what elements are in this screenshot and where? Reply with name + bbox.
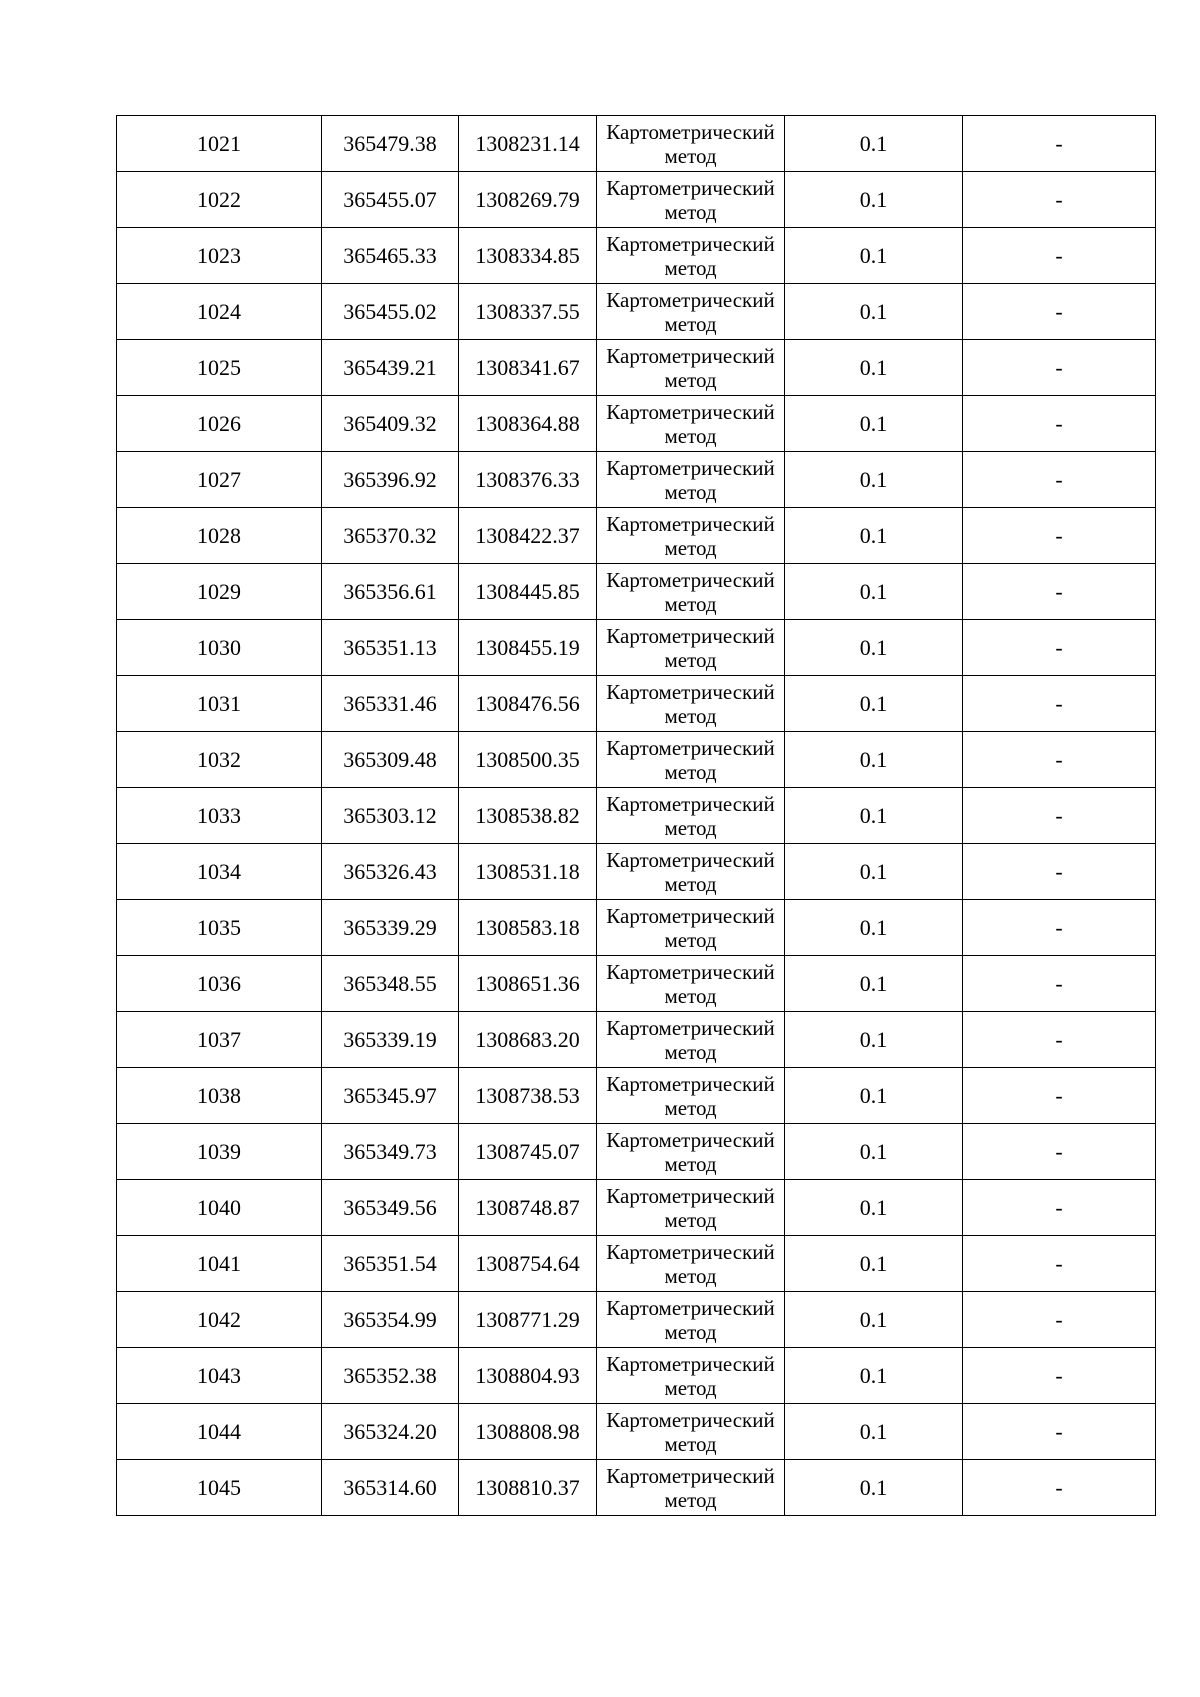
x-coordinate-cell: 365465.33 xyxy=(322,228,459,284)
y-coordinate-cell: 1308445.85 xyxy=(459,564,597,620)
method-cell: Картометрический метод xyxy=(597,956,785,1012)
method-cell: Картометрический метод xyxy=(597,1012,785,1068)
method-cell: Картометрический метод xyxy=(597,564,785,620)
description-cell: - xyxy=(963,900,1156,956)
table-row xyxy=(117,1460,1156,1516)
y-coordinate-cell: 1308808.98 xyxy=(459,1404,597,1460)
y-coordinate-cell: 1308683.20 xyxy=(459,1012,597,1068)
point-number-cell: 1025 xyxy=(117,340,322,396)
description-cell: - xyxy=(963,620,1156,676)
y-coordinate-cell: 1308422.37 xyxy=(459,508,597,564)
x-coordinate-cell: 365326.43 xyxy=(322,844,459,900)
method-cell: Картометрический метод xyxy=(597,1236,785,1292)
method-cell: Картометрический метод xyxy=(597,676,785,732)
document-page xyxy=(116,115,1156,1516)
accuracy-cell: 0.1 xyxy=(785,396,963,452)
x-coordinate-cell: 365324.20 xyxy=(322,1404,459,1460)
description-cell: - xyxy=(963,1292,1156,1348)
y-coordinate-cell: 1308538.82 xyxy=(459,788,597,844)
y-coordinate-cell: 1308583.18 xyxy=(459,900,597,956)
description-cell: - xyxy=(963,1404,1156,1460)
method-cell: Картометрический метод xyxy=(597,620,785,676)
accuracy-cell: 0.1 xyxy=(785,1124,963,1180)
y-coordinate-cell: 1308500.35 xyxy=(459,732,597,788)
accuracy-cell: 0.1 xyxy=(785,564,963,620)
description-cell: - xyxy=(963,1124,1156,1180)
table-row xyxy=(117,284,1156,340)
accuracy-cell: 0.1 xyxy=(785,956,963,1012)
point-number-cell: 1024 xyxy=(117,284,322,340)
table-row xyxy=(117,1068,1156,1124)
y-coordinate-cell: 1308231.14 xyxy=(459,116,597,172)
description-cell: - xyxy=(963,116,1156,172)
accuracy-cell: 0.1 xyxy=(785,1068,963,1124)
description-cell: - xyxy=(963,1068,1156,1124)
y-coordinate-cell: 1308738.53 xyxy=(459,1068,597,1124)
x-coordinate-cell: 365354.99 xyxy=(322,1292,459,1348)
y-coordinate-cell: 1308269.79 xyxy=(459,172,597,228)
description-cell: - xyxy=(963,1460,1156,1516)
x-coordinate-cell: 365370.32 xyxy=(322,508,459,564)
x-coordinate-cell: 365356.61 xyxy=(322,564,459,620)
accuracy-cell: 0.1 xyxy=(785,900,963,956)
description-cell: - xyxy=(963,676,1156,732)
table-row xyxy=(117,172,1156,228)
point-number-cell: 1039 xyxy=(117,1124,322,1180)
description-cell: - xyxy=(963,508,1156,564)
y-coordinate-cell: 1308364.88 xyxy=(459,396,597,452)
description-cell: - xyxy=(963,1348,1156,1404)
point-number-cell: 1044 xyxy=(117,1404,322,1460)
description-cell: - xyxy=(963,228,1156,284)
table-row xyxy=(117,956,1156,1012)
table-row xyxy=(117,732,1156,788)
table-row xyxy=(117,1292,1156,1348)
description-cell: - xyxy=(963,732,1156,788)
accuracy-cell: 0.1 xyxy=(785,788,963,844)
x-coordinate-cell: 365479.38 xyxy=(322,116,459,172)
method-cell: Картометрический метод xyxy=(597,172,785,228)
accuracy-cell: 0.1 xyxy=(785,1348,963,1404)
x-coordinate-cell: 365339.29 xyxy=(322,900,459,956)
accuracy-cell: 0.1 xyxy=(785,1292,963,1348)
description-cell: - xyxy=(963,844,1156,900)
description-cell: - xyxy=(963,452,1156,508)
point-number-cell: 1033 xyxy=(117,788,322,844)
y-coordinate-cell: 1308455.19 xyxy=(459,620,597,676)
point-number-cell: 1035 xyxy=(117,900,322,956)
table-row xyxy=(117,1124,1156,1180)
accuracy-cell: 0.1 xyxy=(785,284,963,340)
coordinates-table xyxy=(116,115,1156,1516)
x-coordinate-cell: 365455.07 xyxy=(322,172,459,228)
description-cell: - xyxy=(963,956,1156,1012)
description-cell: - xyxy=(963,396,1156,452)
x-coordinate-cell: 365303.12 xyxy=(322,788,459,844)
description-cell: - xyxy=(963,1180,1156,1236)
x-coordinate-cell: 365309.48 xyxy=(322,732,459,788)
table-row xyxy=(117,1236,1156,1292)
method-cell: Картометрический метод xyxy=(597,1404,785,1460)
accuracy-cell: 0.1 xyxy=(785,676,963,732)
point-number-cell: 1041 xyxy=(117,1236,322,1292)
method-cell: Картометрический метод xyxy=(597,284,785,340)
x-coordinate-cell: 365439.21 xyxy=(322,340,459,396)
method-cell: Картометрический метод xyxy=(597,1068,785,1124)
y-coordinate-cell: 1308337.55 xyxy=(459,284,597,340)
point-number-cell: 1022 xyxy=(117,172,322,228)
method-cell: Картометрический метод xyxy=(597,396,785,452)
table-row xyxy=(117,340,1156,396)
method-cell: Картометрический метод xyxy=(597,116,785,172)
description-cell: - xyxy=(963,1012,1156,1068)
method-cell: Картометрический метод xyxy=(597,788,785,844)
x-coordinate-cell: 365455.02 xyxy=(322,284,459,340)
table-row xyxy=(117,1012,1156,1068)
table-row xyxy=(117,228,1156,284)
x-coordinate-cell: 365345.97 xyxy=(322,1068,459,1124)
point-number-cell: 1027 xyxy=(117,452,322,508)
description-cell: - xyxy=(963,340,1156,396)
description-cell: - xyxy=(963,788,1156,844)
point-number-cell: 1042 xyxy=(117,1292,322,1348)
accuracy-cell: 0.1 xyxy=(785,452,963,508)
point-number-cell: 1023 xyxy=(117,228,322,284)
accuracy-cell: 0.1 xyxy=(785,228,963,284)
point-number-cell: 1032 xyxy=(117,732,322,788)
y-coordinate-cell: 1308748.87 xyxy=(459,1180,597,1236)
point-number-cell: 1036 xyxy=(117,956,322,1012)
point-number-cell: 1031 xyxy=(117,676,322,732)
method-cell: Картометрический метод xyxy=(597,1292,785,1348)
accuracy-cell: 0.1 xyxy=(785,1180,963,1236)
point-number-cell: 1026 xyxy=(117,396,322,452)
x-coordinate-cell: 365351.54 xyxy=(322,1236,459,1292)
y-coordinate-cell: 1308651.36 xyxy=(459,956,597,1012)
point-number-cell: 1034 xyxy=(117,844,322,900)
y-coordinate-cell: 1308341.67 xyxy=(459,340,597,396)
accuracy-cell: 0.1 xyxy=(785,508,963,564)
x-coordinate-cell: 365396.92 xyxy=(322,452,459,508)
x-coordinate-cell: 365349.56 xyxy=(322,1180,459,1236)
description-cell: - xyxy=(963,172,1156,228)
y-coordinate-cell: 1308771.29 xyxy=(459,1292,597,1348)
x-coordinate-cell: 365352.38 xyxy=(322,1348,459,1404)
description-cell: - xyxy=(963,1236,1156,1292)
method-cell: Картометрический метод xyxy=(597,1348,785,1404)
x-coordinate-cell: 365409.32 xyxy=(322,396,459,452)
point-number-cell: 1029 xyxy=(117,564,322,620)
table-body xyxy=(117,116,1156,1516)
table-row xyxy=(117,508,1156,564)
x-coordinate-cell: 365351.13 xyxy=(322,620,459,676)
method-cell: Картометрический метод xyxy=(597,508,785,564)
accuracy-cell: 0.1 xyxy=(785,732,963,788)
table-row xyxy=(117,844,1156,900)
table-row xyxy=(117,116,1156,172)
description-cell: - xyxy=(963,564,1156,620)
y-coordinate-cell: 1308531.18 xyxy=(459,844,597,900)
method-cell: Картометрический метод xyxy=(597,844,785,900)
table-row xyxy=(117,788,1156,844)
table-row xyxy=(117,620,1156,676)
accuracy-cell: 0.1 xyxy=(785,1236,963,1292)
accuracy-cell: 0.1 xyxy=(785,340,963,396)
point-number-cell: 1028 xyxy=(117,508,322,564)
x-coordinate-cell: 365348.55 xyxy=(322,956,459,1012)
method-cell: Картометрический метод xyxy=(597,228,785,284)
accuracy-cell: 0.1 xyxy=(785,620,963,676)
y-coordinate-cell: 1308810.37 xyxy=(459,1460,597,1516)
method-cell: Картометрический метод xyxy=(597,1180,785,1236)
x-coordinate-cell: 365339.19 xyxy=(322,1012,459,1068)
method-cell: Картометрический метод xyxy=(597,1460,785,1516)
table-row xyxy=(117,396,1156,452)
point-number-cell: 1021 xyxy=(117,116,322,172)
accuracy-cell: 0.1 xyxy=(785,172,963,228)
table-row xyxy=(117,564,1156,620)
point-number-cell: 1037 xyxy=(117,1012,322,1068)
y-coordinate-cell: 1308754.64 xyxy=(459,1236,597,1292)
table-row xyxy=(117,676,1156,732)
method-cell: Картометрический метод xyxy=(597,1124,785,1180)
point-number-cell: 1038 xyxy=(117,1068,322,1124)
accuracy-cell: 0.1 xyxy=(785,1460,963,1516)
y-coordinate-cell: 1308334.85 xyxy=(459,228,597,284)
accuracy-cell: 0.1 xyxy=(785,1404,963,1460)
point-number-cell: 1030 xyxy=(117,620,322,676)
y-coordinate-cell: 1308476.56 xyxy=(459,676,597,732)
y-coordinate-cell: 1308376.33 xyxy=(459,452,597,508)
point-number-cell: 1043 xyxy=(117,1348,322,1404)
description-cell: - xyxy=(963,284,1156,340)
method-cell: Картометрический метод xyxy=(597,732,785,788)
table-row xyxy=(117,452,1156,508)
point-number-cell: 1040 xyxy=(117,1180,322,1236)
y-coordinate-cell: 1308804.93 xyxy=(459,1348,597,1404)
table-row xyxy=(117,1404,1156,1460)
table-row xyxy=(117,1180,1156,1236)
accuracy-cell: 0.1 xyxy=(785,844,963,900)
x-coordinate-cell: 365349.73 xyxy=(322,1124,459,1180)
table-row xyxy=(117,1348,1156,1404)
x-coordinate-cell: 365314.60 xyxy=(322,1460,459,1516)
table-row xyxy=(117,900,1156,956)
point-number-cell: 1045 xyxy=(117,1460,322,1516)
method-cell: Картометрический метод xyxy=(597,900,785,956)
accuracy-cell: 0.1 xyxy=(785,116,963,172)
method-cell: Картометрический метод xyxy=(597,452,785,508)
accuracy-cell: 0.1 xyxy=(785,1012,963,1068)
x-coordinate-cell: 365331.46 xyxy=(322,676,459,732)
method-cell: Картометрический метод xyxy=(597,340,785,396)
y-coordinate-cell: 1308745.07 xyxy=(459,1124,597,1180)
